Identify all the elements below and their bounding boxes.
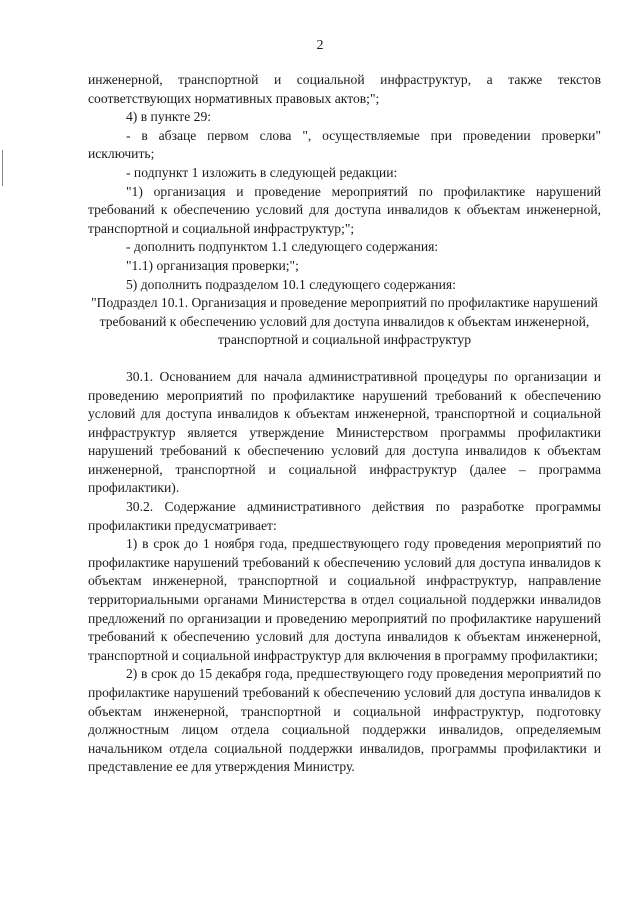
scan-edge-mark [2,150,3,186]
clause-30-2: 30.2. Содержание административного действия по разработке программы профилактики предусматривает: [88,499,601,533]
paragraph-item-4-b: - подпункт 1 изложить в следующей редакции: [126,164,398,180]
clause-30-2-item-2: 2) в срок до 15 декабря года, предшествующего году проведения мероприятий по профилактике нарушений требований к обеспечению условий для доступа инвалидов к объектам инженерной, транспортной и социальной инфраструктур, подготовку должностным лицом отдела социальной поддержки инвалидов, определяемым начальником отдела социальной поддержки инвалидов, программы профилактики и представление ее для утверждения Министру. [88,666,601,775]
paragraph-continuation: инженерной, транспортной и социальной инфраструктур, а также текстов соответствующих нормативных правовых актов;"; [88,72,601,106]
spacer [88,350,601,368]
page-number: 2 [316,38,324,53]
paragraph-item-4-a: - в абзаце первом слова ", осуществляемые при проведении проверки" исключить; [88,127,601,162]
paragraph-item-5: 5) дополнить подразделом 10.1 следующего содержания: [126,276,456,292]
subsection-heading: "Подраздел 10.1. Организация и проведение мероприятий по профилактике нарушений требований к обеспечению условий для доступа инвалидов к объектам инженерной, транспортной и социальной инфраструктур [91,295,598,348]
document-body [88,71,601,777]
paragraph-item-4-c: - дополнить подпунктом 1.1 следующего содержания: [126,239,439,255]
clause-30-1: 30.1. Основанием для начала административной процедуры по организации и проведению мероприятий по профилактике нарушений требований к обеспечению условий для доступа инвалидов к объектам инженерной, транспортной и социальной инфраструктур является утверждение Министерством программы профилактики нарушений требований к обеспечению условий для доступа инвалидов к объектам инженерной, транспортной и социальной инфраструктур (далее – программа профилактики). [88,368,601,496]
clause-30-2-item-1: 1) в срок до 1 ноября года, предшествующего году проведения мероприятий по профилактике нарушений требований к обеспечению условий для доступа инвалидов к объектам инженерной, транспортной и социальной инфраструктур, направление территориальными органами Министерства в отдел социальной поддержки инвалидов предложений по организации и проведению мероприятий по профилактике нарушений требований к обеспечению условий для доступа инвалидов к объектам инженерной, транспортной и социальной инфраструктур для включения в программу профилактики; [88,536,601,663]
paragraph-item-4: 4) в пункте 29: [126,109,212,125]
paragraph-item-4-c-text: "1.1) организация проверки;"; [126,257,299,273]
paragraph-item-4-b-text: "1) организация и проведение мероприятий по профилактике нарушений требований к обеспечению условий для доступа инвалидов к объектам инженерной, транспортной и социальной инфраструктур;"; [88,183,601,236]
